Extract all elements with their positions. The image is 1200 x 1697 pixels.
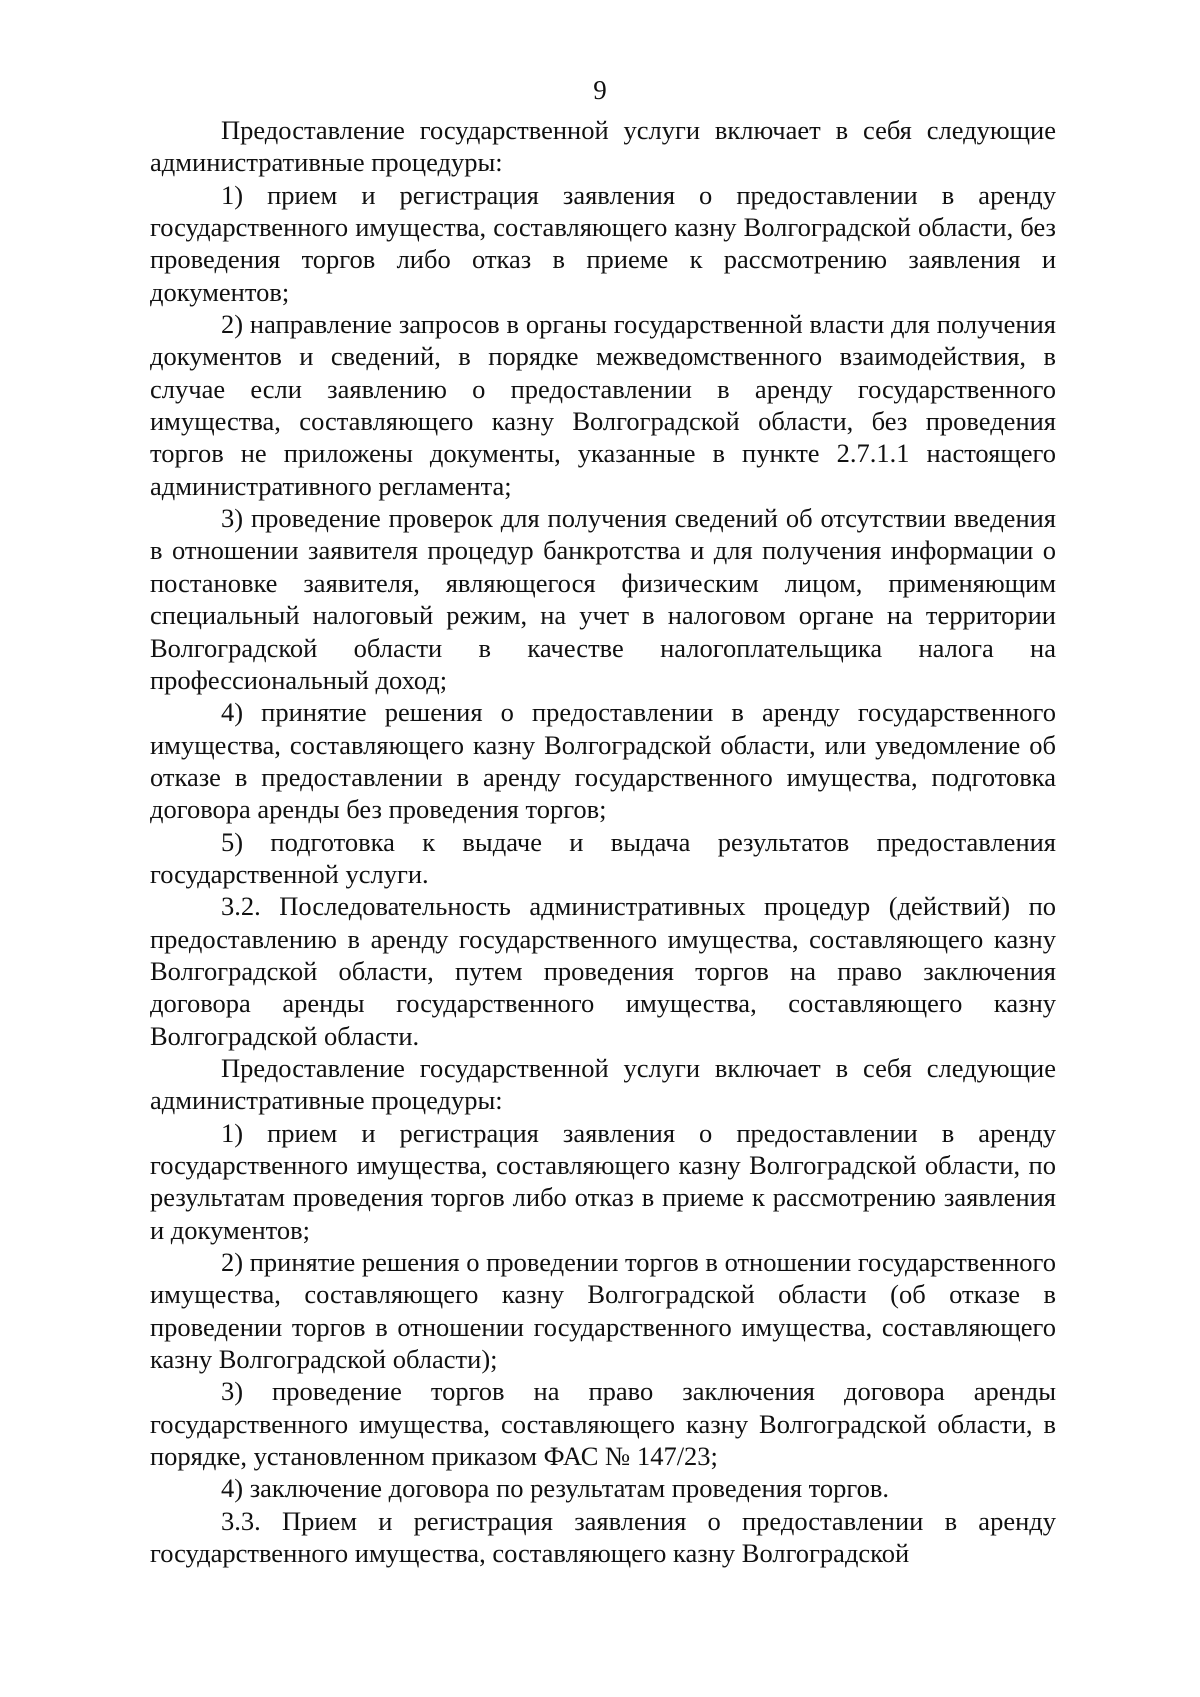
paragraph-intro-1: Предоставление государственной услуги включает в себя следующие административные процедуры: [150, 115, 1056, 178]
list-item-4: 4) принятие решения о предоставлении в аренду государственного имущества, составляющего казну Волгоградской области, или уведомление об отказе в предоставлении в аренду государственного имущества, подготовка договора аренды без проведения торгов; [150, 697, 1056, 825]
list-item-4b: 4) заключение договора по результатам проведения торгов. [221, 1473, 889, 1504]
list-item-1: 1) прием и регистрация заявления о предоставлении в аренду государственного имущества, составляющего казну Волгоградской области, без проведения торгов либо отказ в приеме к рассмотрению заявления и документов; [150, 179, 1056, 307]
section-3-2: 3.2. Последовательность административных процедур (действий) по предоставлению в аренду государственного имущества, составляющего казну Волгоградской области, путем проведения торгов на право заключения договора аренды государственного имущества, составляющего казну Волгоградской области. [150, 891, 1056, 1051]
list-item-3: 3) проведение проверок для получения сведений об отсутствии введения в отношении заявителя процедур банкротства и для получения информации о постановке заявителя, являющегося физическим лицом, применяющим специальный налоговый режим, на учет в налоговом органе на территории Волгоградской области в качестве налогоплательщика налога на профессиональный доход; [150, 503, 1056, 695]
list-item-5: 5) подготовка к выдаче и выдача результатов предоставления государственной услуги. [150, 826, 1056, 889]
document-body [150, 114, 1056, 1569]
section-3-3: 3.3. Прием и регистрация заявления о предоставлении в аренду государственного имущества, составляющего казну Волгоградской [150, 1505, 1056, 1569]
list-item-1b: 1) прием и регистрация заявления о предоставлении в аренду государственного имущества, составляющего казну Волгоградской области, по результатам проведения торгов либо отказ в приеме к рассмотрению заявления и документов; [150, 1117, 1056, 1245]
paragraph-intro-2: Предоставление государственной услуги включает в себя следующие административные процедуры: [150, 1052, 1056, 1116]
page-number: 9 [593, 75, 607, 105]
list-item-3b: 3) проведение торгов на право заключения договора аренды государственного имущества, составляющего казну Волгоградской области, в порядке, установленном приказом ФАС № 147/23; [150, 1376, 1056, 1472]
list-item-2b: 2) принятие решения о проведении торгов в отношении государственного имущества, составляющего казну Волгоградской области (об отказе в проведении торгов в отношении государственного имущества, составляющего казну Волгоградской области); [150, 1247, 1056, 1375]
list-item-2: 2) направление запросов в органы государственной власти для получения документов и сведений, в порядке межведомственного взаимодействия, в случае если заявлению о предоставлении в аренду государственного имущества, составляющего казну Волгоградской области, без проведения торгов не приложены документы, указанные в пункте 2.7.1.1 настоящего административного регламента; [150, 309, 1056, 501]
